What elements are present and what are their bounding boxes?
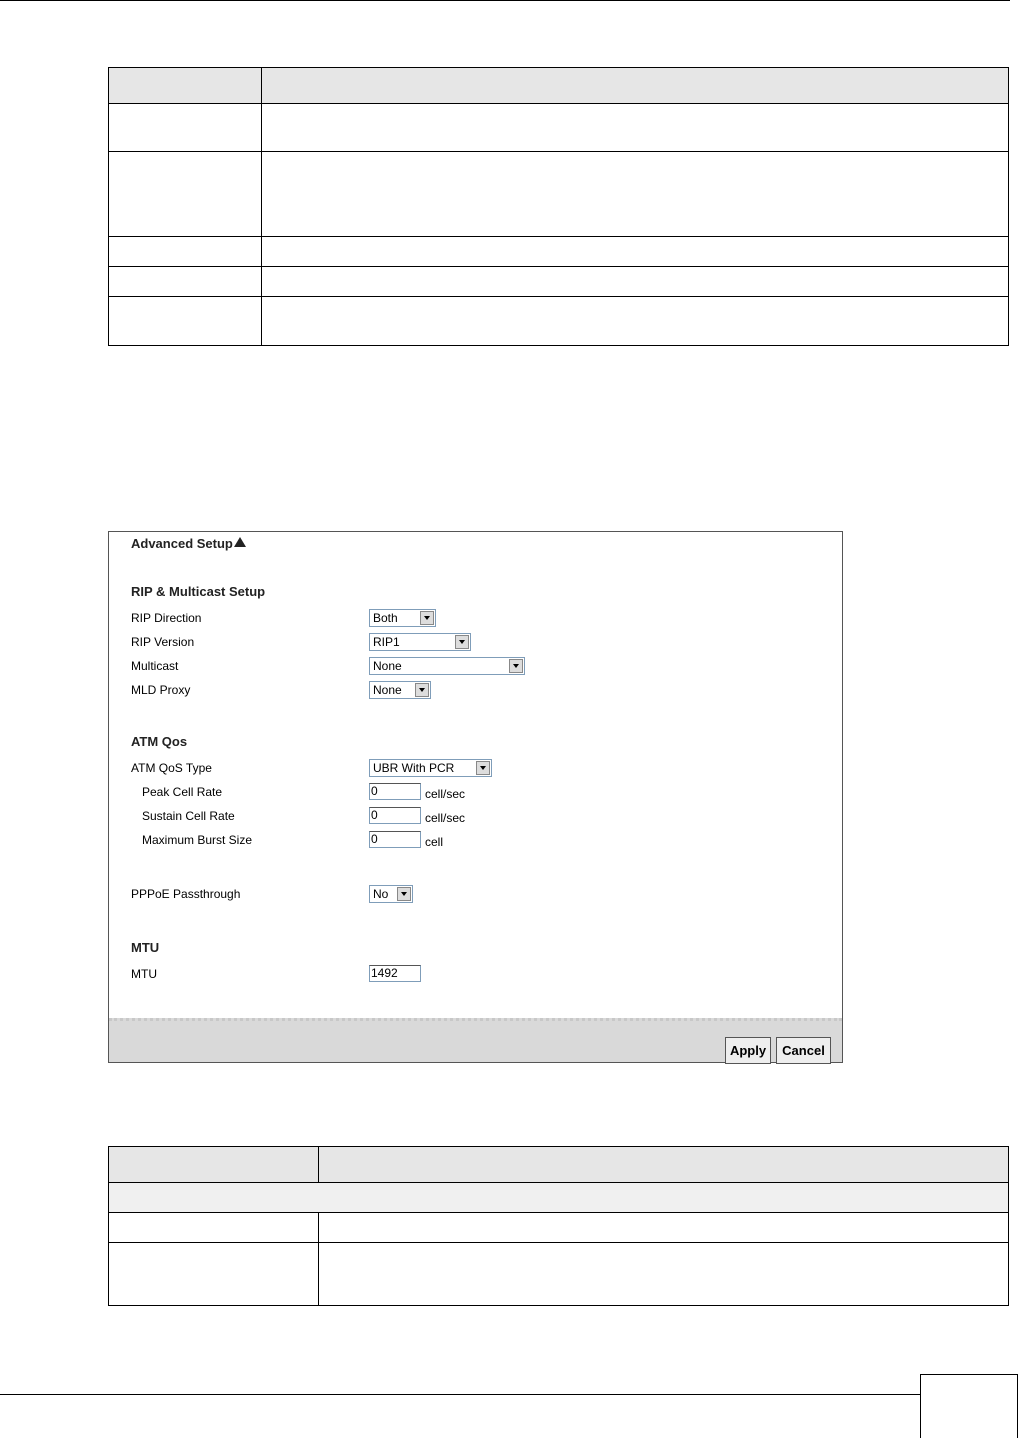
mtu-input[interactable]: 1492 <box>369 965 421 982</box>
multicast-value: None <box>373 659 402 673</box>
rip-direction-select[interactable] <box>369 609 436 627</box>
chevron-down-icon <box>415 683 429 697</box>
atm-qos-type-select[interactable] <box>369 759 492 777</box>
table-row <box>109 1213 1009 1243</box>
mtu-section-heading: MTU <box>131 940 160 955</box>
atm-section-heading: ATM Qos <box>131 734 188 749</box>
page-number-box <box>920 1374 1018 1438</box>
pppoe-passthrough-select[interactable] <box>369 885 413 903</box>
button-bar <box>109 1018 842 1062</box>
atm-qos-type-value: UBR With PCR <box>373 761 455 775</box>
mld-proxy-value: None <box>373 683 402 697</box>
rip-version-value: RIP1 <box>373 635 400 649</box>
advanced-setup-panel <box>108 531 843 1063</box>
mld-proxy-select[interactable] <box>369 681 431 699</box>
peak-cell-rate-input[interactable]: 0 <box>369 783 421 800</box>
peak-cell-rate-label: Peak Cell Rate <box>142 785 223 799</box>
table-row <box>109 237 1009 267</box>
chevron-down-icon <box>509 659 523 673</box>
rip-section-heading: RIP & Multicast Setup <box>131 584 266 599</box>
multicast-select[interactable] <box>369 657 525 675</box>
table-row <box>109 1243 1009 1306</box>
table-row <box>109 267 1009 297</box>
rip-direction-value: Both <box>373 611 398 625</box>
max-burst-size-input[interactable]: 0 <box>369 831 421 848</box>
mtu-label: MTU <box>131 967 157 981</box>
sustain-cell-rate-input[interactable]: 0 <box>369 807 421 824</box>
rip-direction-label: RIP Direction <box>131 611 202 625</box>
table-header-row <box>109 68 1009 104</box>
header-rule <box>0 0 1010 1</box>
table-row <box>109 152 1009 237</box>
chevron-down-icon <box>397 887 411 901</box>
cancel-button[interactable]: Cancel <box>776 1037 831 1064</box>
rip-version-label: RIP Version <box>131 635 195 649</box>
peak-cell-rate-unit: cell/sec <box>425 787 466 801</box>
table-row <box>109 104 1009 152</box>
sustain-cell-rate-unit: cell/sec <box>425 811 466 825</box>
table-row <box>109 297 1009 346</box>
apply-button[interactable]: Apply <box>725 1037 771 1064</box>
rip-version-select[interactable] <box>369 633 471 651</box>
sustain-cell-rate-label: Sustain Cell Rate <box>142 809 235 823</box>
pppoe-passthrough-value: No <box>373 887 389 901</box>
footer-rule <box>0 1394 920 1395</box>
table-header-row <box>109 1147 1009 1183</box>
description-table-top <box>108 67 1009 346</box>
mld-proxy-label: MLD Proxy <box>131 683 191 697</box>
chevron-down-icon <box>420 611 434 625</box>
chevron-down-icon <box>476 761 490 775</box>
panel-title-text: Advanced Setup <box>131 536 233 551</box>
collapse-up-icon[interactable] <box>234 537 246 547</box>
atm-qos-type-label: ATM QoS Type <box>131 761 212 775</box>
chevron-down-icon <box>455 635 469 649</box>
panel-title[interactable] <box>131 536 246 551</box>
multicast-label: Multicast <box>131 659 179 673</box>
pppoe-passthrough-label: PPPoE Passthrough <box>131 887 241 901</box>
description-table-bottom <box>108 1146 1009 1306</box>
table-section-row <box>109 1183 1009 1213</box>
max-burst-size-unit: cell <box>425 835 444 849</box>
max-burst-size-label: Maximum Burst Size <box>142 833 253 847</box>
